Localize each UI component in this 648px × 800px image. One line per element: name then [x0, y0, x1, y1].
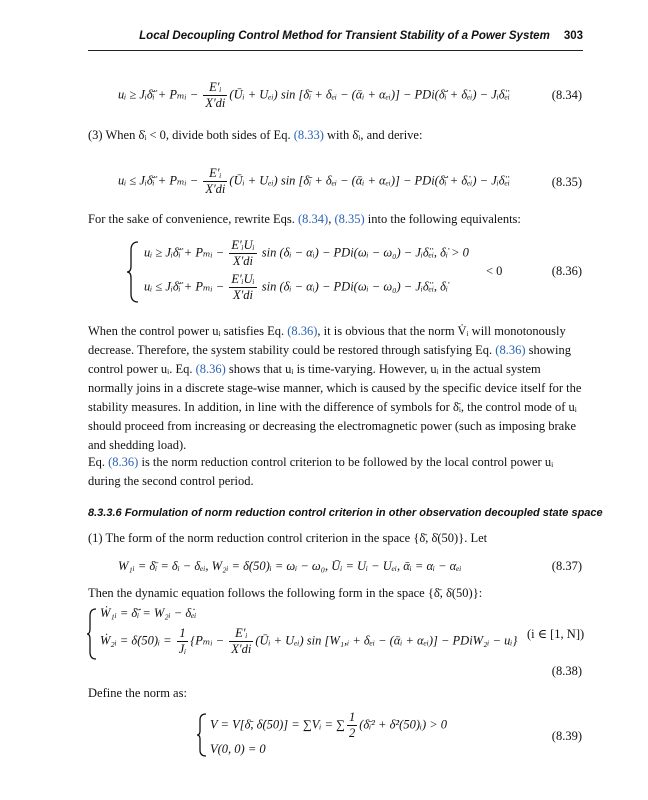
ref-8-36-c[interactable]: (8.36): [195, 362, 226, 376]
equation-8-36-line-1: uᵢ ≥ Jᵢδ̄̈ᵢ + Pₘᵢ − $\frac{\text{E′ᵢUᵢ}}{X'di}$ sin (δᵢ − αᵢ) − PDi(ωᵢ − ω₀) − Jᵢδ̈ₑᵢ, δ̇ᵢ > 0: [144, 238, 469, 268]
ref-8-34[interactable]: (8.34): [298, 212, 329, 226]
ref-8-36-a[interactable]: (8.36): [287, 324, 318, 338]
equation-8-38-line-2: Ẇ₂ᵢ = δ̇(50)ᵢ = $\frac{1}{\text{Jᵢ}}$ {Pₘᵢ − $\frac{\text{E′ᵢ}}{X'di}$ (Ūᵢ + Uₑᵢ) sin [W₁,ᵢ + δₑᵢ − (ᾱᵢ + αₑᵢ)] − PDiW₂ᵢ − uᵢ}: [100, 626, 518, 656]
left-brace-8-39: [196, 712, 208, 758]
equation-8-39-line-1: V = V[δ̄, δ̇(50)] = ∑Vᵢ = ∑ $\frac{1}{2}$ (δ̄ᵢ² + δ̇²(50)ᵢ) > 0: [210, 710, 448, 740]
ref-8-35[interactable]: (8.35): [334, 212, 365, 226]
step-3-text: (3) When δ̇ᵢ < 0, divide both sides of Eq. (8.33) with δ̇ᵢ, and derive:: [88, 128, 423, 142]
running-header: [88, 30, 583, 51]
equation-number-8-39: (8.39): [551, 729, 582, 743]
equation-8-36-line-2: uᵢ ≤ Jᵢδ̄̈ᵢ + Pₘᵢ − $\frac{\text{E′ᵢUᵢ}}{X'di}$ sin (δᵢ − αᵢ) − PDi(ωᵢ − ω₀) − Jᵢδ̈ₑᵢ, δ̇ᵢ: [144, 272, 448, 302]
equation-8-35: uᵢ ≤ Jᵢδ̄̈ᵢ + Pₘᵢ − $\frac{\text{E′ᵢ}}{X'di}$ (Ūᵢ + Uₑᵢ) sin [δ̄ᵢ + δₑᵢ − (ᾱᵢ + αₑᵢ)] − PDi(δ̄̇ᵢ + δ̇ₑᵢ) − Jᵢδ̈ₑᵢ: [118, 166, 510, 196]
define-norm-text: Define the norm as:: [88, 686, 187, 700]
left-brace-8-36: [126, 240, 140, 304]
equation-number-8-36: (8.36): [551, 264, 582, 278]
item-1-text: (1) The form of the norm reduction control criterion in the space {δ̄, δ̇(50)}. Let: [88, 531, 488, 545]
ref-8-36-d[interactable]: (8.36): [108, 455, 139, 469]
dynamic-equation-text: Then the dynamic equation follows the following form in the space {δ̄, δ̇(50)}:: [88, 586, 483, 600]
left-brace-8-38: [86, 607, 98, 661]
equation-number-8-34: (8.34): [551, 88, 582, 102]
equation-8-38-condition: (i ∈ [1, N]): [527, 627, 585, 641]
ref-8-36-b[interactable]: (8.36): [495, 343, 526, 357]
paragraph-criterion: Eq. (8.36) is the norm reduction control criterion to be followed by the local control power uᵢ during the second control period.: [88, 455, 554, 488]
equation-8-34: uᵢ ≥ Jᵢδ̄̈ᵢ + Pₘᵢ − $\frac{\text{E′ᵢ}}{X'di}$ (Ūᵢ + Uₑᵢ) sin [δ̄ᵢ + δₑᵢ − (ᾱᵢ + αₑᵢ)] − PDi(δ̄̇ᵢ + δ̇ₑᵢ) − Jᵢδ̈ₑᵢ: [118, 80, 510, 110]
equation-number-8-37: (8.37): [551, 559, 582, 573]
equation-8-37: W₁ᵢ = δ̄ᵢ = δᵢ − δₑᵢ, W₂ᵢ = δ̇(50)ᵢ = ωᵢ − ω₀, Ūᵢ = Uᵢ − Uₑᵢ, ᾱᵢ = αᵢ − αₑᵢ: [118, 559, 462, 573]
equation-number-8-38: (8.38): [551, 664, 582, 678]
section-heading-8-3-3-6: 8.3.3.6 Formulation of norm reduction control criterion in other observation decoupled state space: [88, 507, 603, 519]
equation-8-36-less-than-zero: < 0: [486, 264, 503, 278]
equation-8-38-line-1: Ẇ₁ᵢ = δ̄̇ᵢ = W₂ᵢ − δ̇ₑᵢ: [100, 606, 197, 620]
paragraph-control-power: When the control power uᵢ satisfies Eq. (8.36), it is obvious that the norm V̇ᵢ will monotonously decrease. Therefore, the system stability could be restored through satisfying Eq. (8.36) showing control power uᵢ. Eq. (8.36) shows that uᵢ is time-varying. However, uᵢ in the actual system normally joins in a discrete stage-wise manner, which is caused by the specific device itself for the stability measures. In addition, in line with the difference of symbols for δ̄ᵢ, the control mode of uᵢ should proceed from increasing or decreasing the electromagnetic power (such as imposing brake and shedding load).: [88, 324, 582, 452]
equation-number-8-35: (8.35): [551, 175, 582, 189]
rewrite-text: For the sake of convenience, rewrite Eqs. (8.34), (8.35) into the following equivalents:: [88, 212, 521, 226]
equation-8-39-line-2: V(0, 0) = 0: [210, 742, 266, 756]
ref-8-33[interactable]: (8.33): [293, 128, 324, 142]
running-header-title: Local Decoupling Control Method for Transient Stability of a Power System: [139, 30, 550, 42]
page-number: 303: [563, 30, 583, 42]
